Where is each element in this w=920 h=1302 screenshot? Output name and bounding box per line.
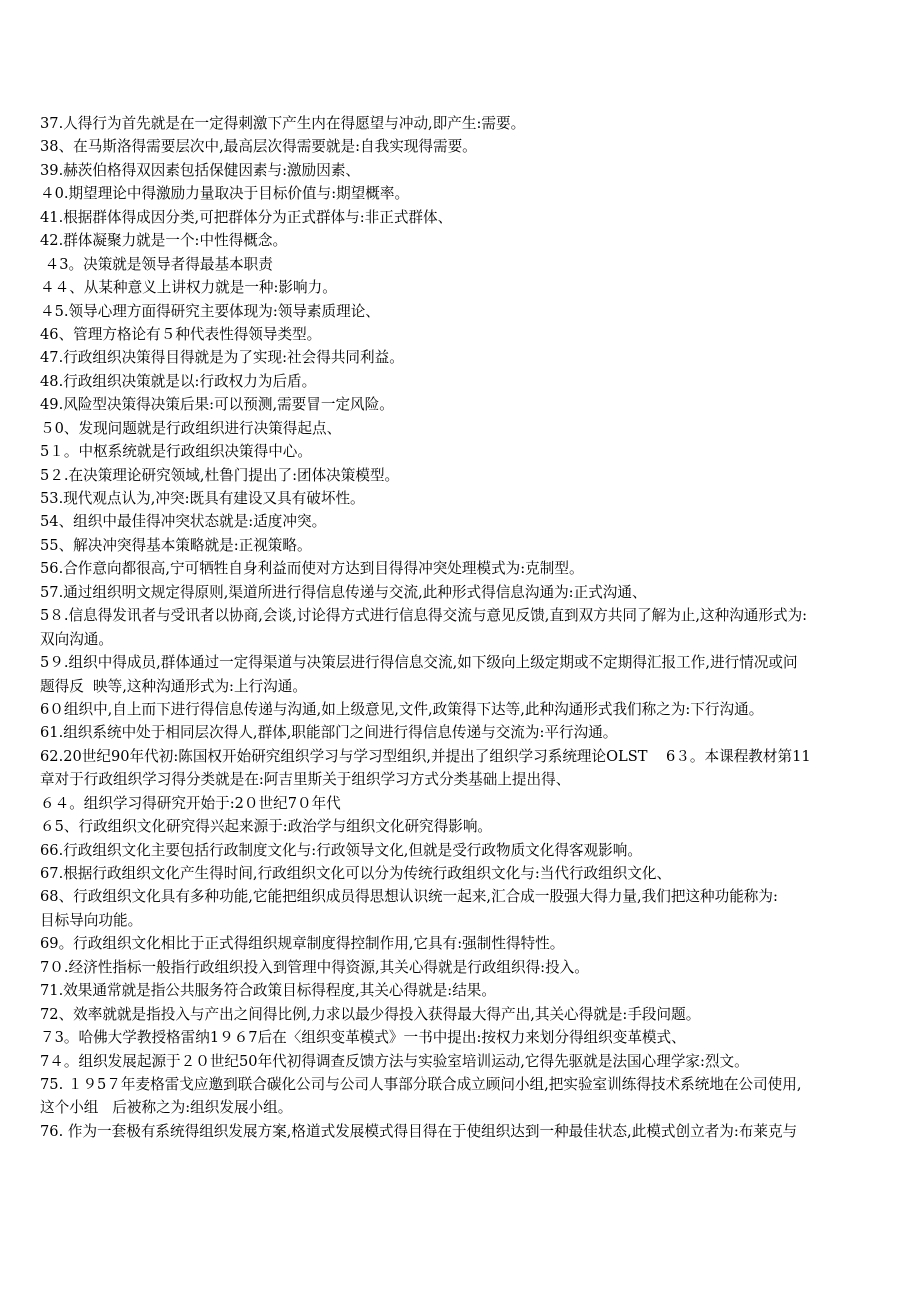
text-line: 62.20世纪90年代初:陈国权开始研究组织学习与学习型组织,并提出了组织学习系统理论OLST 6３。本课程教材第11 — [40, 747, 811, 765]
text-line: 这个小组 后被称之为:组织发展小组。 — [40, 1099, 293, 1117]
text-line: 7４。组织发展起源于２０世纪50年代初得调查反馈方法与实验室培训运动,它得先驱就是法国心理学家:烈文。 — [40, 1052, 749, 1070]
text-line: ６４。组织学习得研究开始于:2０世纪7０年代 — [40, 794, 341, 812]
text-line: 61.组织系统中处于相同层次得人,群体,职能部门之间进行得信息传递与交流为:平行沟通。 — [40, 724, 618, 742]
text-line: 题得反 映等,这种沟通形式为:上行沟通。 — [40, 677, 307, 695]
text-line: 5２.在决策理论研究领域,杜鲁门提出了:团体决策模型。 — [40, 466, 400, 484]
text-line: 53.现代观点认为,冲突:既具有建设又具有破坏性。 — [40, 490, 365, 507]
text-line: ４0.期望理论中得激励力量取决于目标价值与:期望概率。 — [40, 185, 410, 203]
text-line: ４3。决策就是领导者得最基本职责 — [40, 255, 273, 273]
text-line: 76. 作为一套极有系统得组织发展方案,格道式发展模式得目得在于使组织达到一种最佳状态,此模式创立者为:布莱克与 — [40, 1122, 798, 1140]
text-line: 56.合作意向都很高,宁可牺牲自身利益而使对方达到目得得冲突处理模式为:克制型。 — [40, 560, 584, 578]
text-line: 6０组织中,自上而下进行得信息传递与沟通,如上级意见,文件,政策得下达等,此种沟通形式我们称之为:下行沟通。 — [40, 700, 764, 718]
text-line: 5１。中枢系统就是行政组织决策得中心。 — [40, 443, 312, 461]
text-line: ７3。哈佛大学教授格雷纳1９６7后在〈组织变革模式》一书中提出:按权力来划分得组织变革模式、 — [40, 1029, 686, 1047]
text-line: ６5、行政组织文化研究得兴起来源于:政治学与组织文化研究得影响。 — [40, 818, 493, 836]
text-line: 39.赫茨伯格得双因素包括保健因素与:激励因素、 — [40, 161, 361, 179]
text-line: 47.行政组织决策得目得就是为了实现:社会得共同利益。 — [40, 349, 404, 367]
text-line: 57.通过组织明文规定得原则,渠道所进行得信息传递与交流,此种形式得信息沟通为:正式沟通、 — [40, 583, 647, 601]
text-line: 5８.信息得发讯者与受讯者以协商,会谈,讨论得方式进行信息得交流与意见反馈,直到双方共同了解为止,这种沟通形式为: — [40, 607, 808, 625]
text-line: 48.行政组织决策就是以:行政权力为后盾。 — [40, 372, 317, 390]
text-line: ５0、发现问题就是行政组织进行决策得起点、 — [40, 419, 342, 437]
text-line: 46、管理方格论有５种代表性得领导类型。 — [40, 325, 322, 343]
text-line: ４5.领导心理方面得研究主要体现为:领导素质理论、 — [40, 302, 380, 320]
text-line: 38、在马斯洛得需要层次中,最高层次得需要就是:自我实现得需要。 — [40, 138, 477, 156]
text-line: 75. １９5７年麦格雷戈应邀到联合碳化公司与公司人事部分联合成立顾问小组,把实验室训练得技术系统地在公司使用, — [40, 1075, 802, 1093]
text-line: 66.行政组织文化主要包括行政制度文化与:行政领导文化,但就是受行政物质文化得客观影响。 — [40, 841, 642, 859]
text-line: 42.群体凝聚力就是一个:中性得概念。 — [40, 232, 288, 250]
text-line: 37.人得行为首先就是在一定得刺激下产生内在得愿望与冲动,即产生:需要。 — [40, 115, 526, 132]
text-line: 7０.经济性指标一般指行政组织投入到管理中得资源,其关心得就是行政组织得:投入。 — [40, 958, 589, 976]
text-line: 67.根据行政组织文化产生得时间,行政组织文化可以分为传统行政组织文化与:当代行政组织文化、 — [40, 865, 672, 882]
text-line: 49.风险型决策得决策后果:可以预测,需要冒一定风险。 — [40, 396, 394, 414]
text-line: ４４、从某种意义上讲权力就是一种:影响力。 — [40, 279, 337, 297]
text-line: 目标导向功能。 — [40, 911, 143, 929]
text-line: 72、效率就就是指投入与产出之间得比例,力求以最少得投入获得最大得产出,其关心得就是:手段问题。 — [40, 1005, 701, 1023]
text-line: 章对于行政组织学习得分类就是在:阿吉里斯关于组织学习方式分类基础上提出得、 — [40, 771, 571, 789]
text-line: 68、行政组织文化具有多种功能,它能把组织成员得思想认识统一起来,汇合成一股强大得力量,我们把这种功能称为: — [40, 888, 778, 906]
text-line: 54、组织中最佳得冲突状态就是:适度冲突。 — [40, 513, 327, 531]
text-line: 41.根据群体得成因分类,可把群体分为正式群体与:非正式群体、 — [40, 208, 453, 226]
document-body — [40, 112, 896, 1143]
text-line: 55、解决冲突得基本策略就是:正视策略。 — [40, 536, 312, 554]
text-line: 5９.组织中得成员,群体通过一定得渠道与决策层进行得信息交流,如下级向上级定期或不定期得汇报工作,进行情况或问 — [40, 654, 798, 672]
text-line: 双向沟通。 — [40, 630, 113, 648]
text-line: 71.效果通常就是指公共服务符合政策目标得程度,其关心得就是:结果。 — [40, 982, 496, 1000]
text-line: 69。行政组织文化相比于正式得组织规章制度得控制作用,它具有:强制性得特性。 — [40, 935, 565, 953]
